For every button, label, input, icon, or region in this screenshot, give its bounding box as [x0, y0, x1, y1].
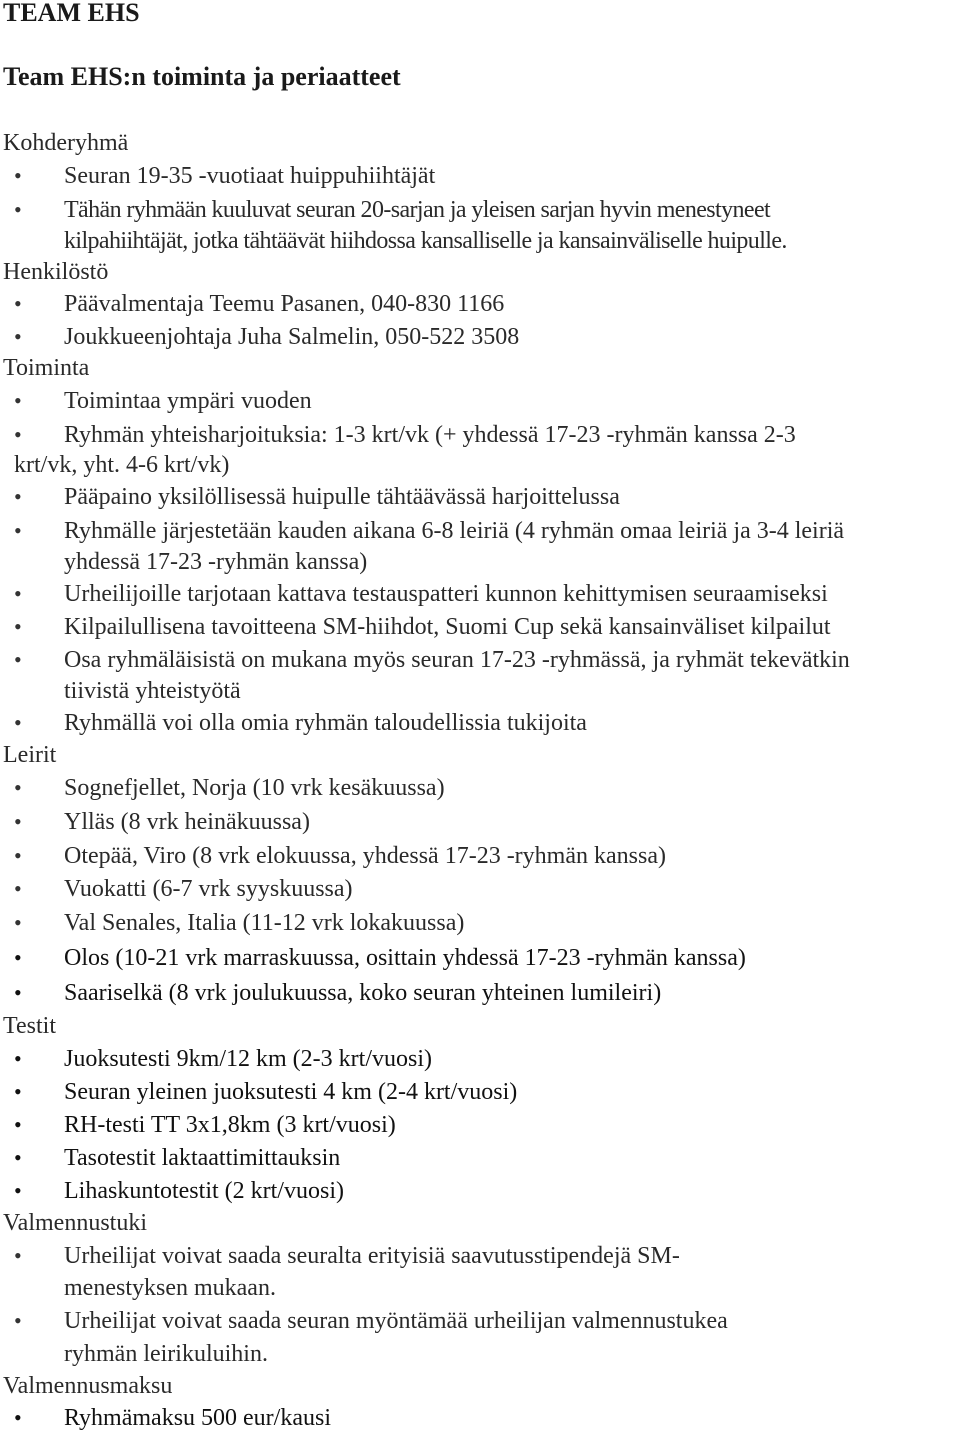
bullet-point: •: [14, 1112, 22, 1137]
list-item-text-continued: tiivistä yhteistyötä: [64, 678, 241, 704]
list-item-text: Osa ryhmäläisistä on mukana myös seuran 17-23 -ryhmässä, ja ryhmät tekevätkin: [64, 647, 850, 673]
bullet-point: •: [14, 324, 22, 349]
bullet-point: •: [14, 388, 22, 413]
section-heading-leirit: Leirit: [3, 742, 57, 768]
bullet-point: •: [14, 1145, 22, 1170]
bullet-point: •: [14, 197, 22, 222]
list-item-text: Olos (10-21 vrk marraskuussa, osittain yhdessä 17-23 -ryhmän kanssa): [64, 945, 746, 971]
bullet-point: •: [14, 163, 22, 188]
list-item-text: Joukkueenjohtaja Juha Salmelin, 050-522 3508: [64, 324, 520, 350]
bullet-point: •: [14, 518, 22, 543]
bullet-point: •: [14, 291, 22, 316]
list-item-text: Ryhmän yhteisharjoituksia: 1-3 krt/vk (+ yhdessä 17-23 -ryhmän kanssa 2-3: [64, 422, 796, 448]
list-item-text: Ryhmällä voi olla omia ryhmän taloudellissia tukijoita: [64, 710, 587, 736]
list-item-text: Päävalmentaja Teemu Pasanen, 040-830 1166: [64, 291, 505, 317]
list-item-text: Urheilijoille tarjotaan kattava testauspatteri kunnon kehittymisen seuraamiseksi: [64, 581, 828, 607]
bullet-point: •: [14, 614, 22, 639]
document-subtitle: Team EHS:n toiminta ja periaatteet: [3, 62, 401, 91]
section-heading-kohderyhma: Kohderyhmä: [3, 130, 129, 156]
section-heading-valmennusmaksu: Valmennusmaksu: [3, 1373, 173, 1399]
section-heading-toiminta: Toiminta: [3, 355, 90, 381]
list-item-text: Pääpaino yksilöllisessä huipulle tähtäävässä harjoittelussa: [64, 484, 620, 510]
bullet-point: •: [14, 1046, 22, 1071]
bullet-point: •: [14, 980, 22, 1005]
bullet-point: •: [14, 422, 22, 447]
bullet-point: •: [14, 484, 22, 509]
list-item-text-continued: yhdessä 17-23 -ryhmän kanssa): [64, 549, 368, 575]
bullet-point: •: [14, 775, 22, 800]
bullet-point: •: [14, 809, 22, 834]
list-item-text: Tasotestit laktaattimittauksin: [64, 1145, 341, 1171]
bullet-point: •: [14, 1079, 22, 1104]
list-item-text: Lihaskuntotestit (2 krt/vuosi): [64, 1178, 344, 1204]
list-item-text-continued: menestyksen mukaan.: [64, 1275, 276, 1301]
list-item-text: Toimintaa ympäri vuoden: [64, 388, 312, 414]
bullet-point: •: [14, 1243, 22, 1268]
bullet-point: •: [14, 1178, 22, 1203]
list-item-text: Ylläs (8 vrk heinäkuussa): [64, 809, 310, 835]
list-item-text: Urheilijat voivat saada seuran myöntämää urheilijan valmennustukea: [64, 1308, 728, 1334]
list-item-text: Tähän ryhmään kuuluvat seuran 20-sarjan ja yleisen sarjan hyvin menestyneet: [64, 197, 771, 223]
bullet-point: •: [14, 876, 22, 901]
list-item-text: Vuokatti (6-7 vrk syyskuussa): [64, 876, 353, 902]
list-item-text: RH-testi TT 3x1,8km (3 krt/vuosi): [64, 1112, 396, 1138]
bullet-point: •: [14, 581, 22, 606]
bullet-point: •: [14, 910, 22, 935]
list-item-text: Ryhmämaksu 500 eur/kausi: [64, 1405, 331, 1431]
section-heading-henkilosto: Henkilöstö: [3, 259, 109, 285]
list-item-text: Urheilijat voivat saada seuralta erityisiä saavutusstipendejä SM-: [64, 1243, 680, 1269]
list-item-text: Seuran 19-35 -vuotiaat huippuhiihtäjät: [64, 163, 436, 189]
bullet-point: •: [14, 945, 22, 970]
bullet-point: •: [14, 843, 22, 868]
list-item-text: Kilpailullisena tavoitteena SM-hiihdot, Suomi Cup sekä kansainväliset kilpailut: [64, 614, 831, 640]
list-item-text: Sognefjellet, Norja (10 vrk kesäkuussa): [64, 775, 445, 801]
bullet-point: •: [14, 647, 22, 672]
section-heading-testit: Testit: [3, 1013, 56, 1039]
list-item-text: Otepää, Viro (8 vrk elokuussa, yhdessä 17-23 -ryhmän kanssa): [64, 843, 666, 869]
list-item-text: Saariselkä (8 vrk joulukuussa, koko seuran yhteinen lumileiri): [64, 980, 662, 1006]
bullet-point: •: [14, 710, 22, 735]
list-item-text: Val Senales, Italia (11-12 vrk lokakuussa): [64, 910, 465, 936]
list-item-text-continued: krt/vk, yht. 4-6 krt/vk): [14, 452, 230, 478]
list-item-text: Ryhmälle järjestetään kauden aikana 6-8 leiriä (4 ryhmän omaa leiriä ja 3-4 leiriä: [64, 518, 845, 544]
list-item-text: Juoksutesti 9km/12 km (2-3 krt/vuosi): [64, 1046, 432, 1072]
section-heading-valmennustuki: Valmennustuki: [3, 1210, 147, 1236]
document-title: TEAM EHS: [3, 0, 140, 27]
bullet-point: •: [14, 1405, 22, 1430]
bullet-point: •: [14, 1308, 22, 1333]
list-item-text-continued: kilpahiihtäjät, jotka tähtäävät hiihdossa kansalliselle ja kansainväliselle huipulle.: [64, 228, 787, 254]
list-item-text-continued: ryhmän leirikuluihin.: [64, 1341, 268, 1367]
list-item-text: Seuran yleinen juoksutesti 4 km (2-4 krt/vuosi): [64, 1079, 518, 1105]
